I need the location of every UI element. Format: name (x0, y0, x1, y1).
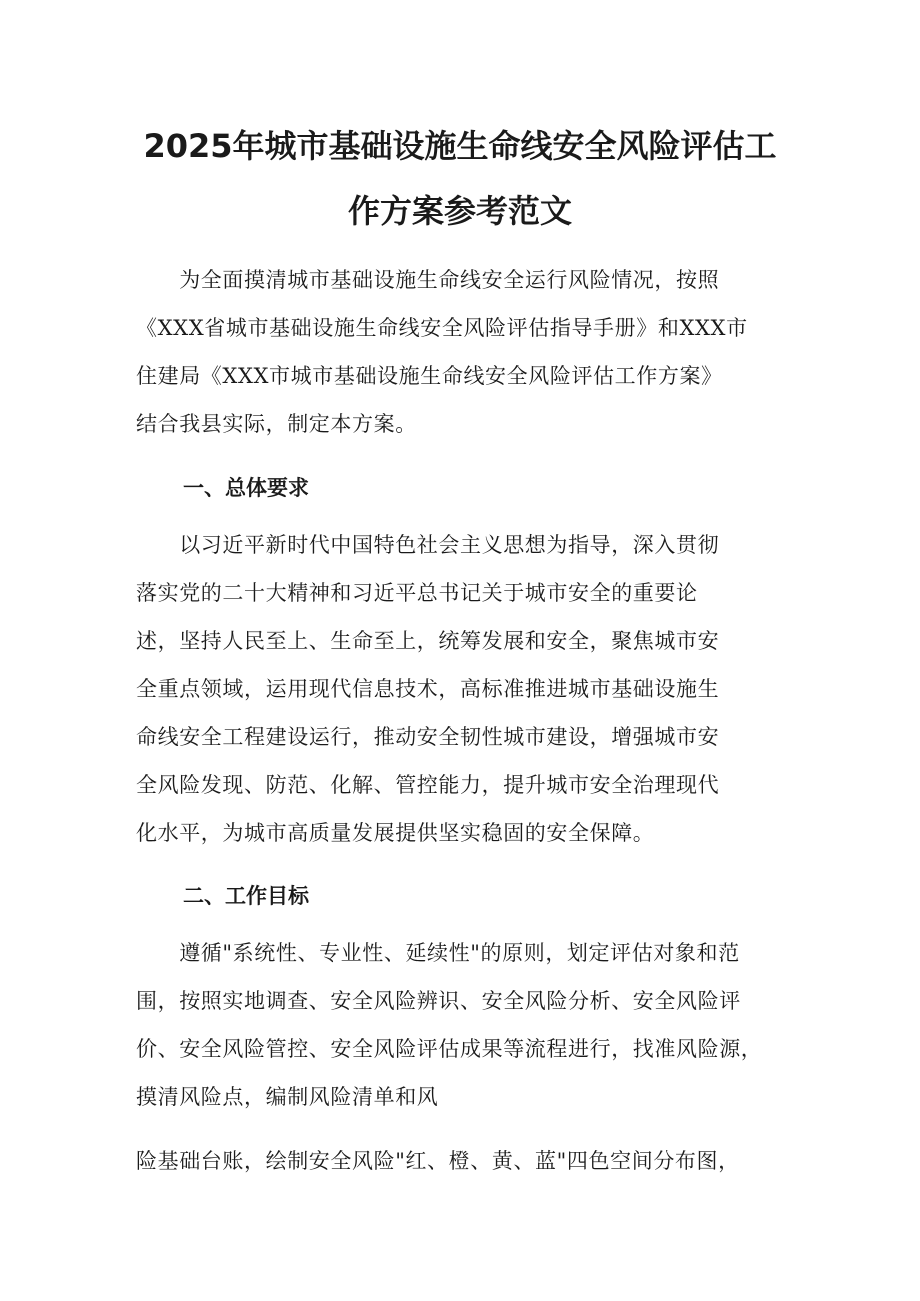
paragraph-line: 围，按照实地调查、安全风险辨识、安全风险分析、安全风险评 (136, 989, 741, 1013)
paragraph-line: 住建局《XXX市城市基础设施生命线安全风险评估工作方案》 (136, 364, 723, 388)
paragraph-line: 为全面摸清城市基础设施生命线安全运行风险情况，按照 (136, 268, 720, 292)
paragraph-line: 化水平，为城市高质量发展提供坚实稳固的安全保障。 (136, 821, 655, 845)
section2-paragraph (136, 929, 776, 1121)
paragraph-line: 以习近平新时代中国特色社会主义思想为指导，深入贯彻 (136, 533, 720, 557)
section1-paragraph (136, 521, 776, 857)
paragraph-line: 摸清风险点，编制风险清单和风 (136, 1085, 439, 1109)
paragraph-line: 落实党的二十大精神和习近平总书记关于城市安全的重要论 (136, 581, 698, 605)
paragraph-line: 遵循"系统性、专业性、延续性"的原则，划定评估对象和范 (136, 941, 740, 965)
section-heading-work-goals: 二、工作目标 (183, 884, 309, 908)
paragraph-line: 全重点领域，运用现代信息技术，高标准推进城市基础设施生 (136, 677, 720, 701)
paragraph-line: 命线安全工程建设运行，推动安全韧性城市建设，增强城市安 (136, 725, 720, 749)
paragraph-line: 险基础台账，绘制安全风险"红、橙、黄、蓝"四色空间分布图， (136, 1149, 740, 1173)
section-heading-overall-requirements: 一、总体要求 (183, 476, 309, 500)
paragraph-line: 价、安全风险管控、安全风险评估成果等流程进行，找准风险源， (136, 1037, 763, 1061)
intro-paragraph (136, 256, 776, 448)
document-title-line-1: 2025年城市基础设施生命线安全风险评估工 (143, 127, 777, 165)
paragraph-line: 述，坚持人民至上、生命至上，统筹发展和安全，聚焦城市安 (136, 629, 720, 653)
paragraph-line: 全风险发现、防范、化解、管控能力，提升城市安全治理现代 (136, 773, 720, 797)
section2-continuation (136, 1137, 776, 1185)
paragraph-line: 结合我县实际，制定本方案。 (136, 412, 417, 436)
paragraph-line: 《XXX省城市基础设施生命线安全风险评估指导手册》和XXX市 (136, 316, 748, 340)
document-title-line-2: 作方案参考范文 (347, 192, 572, 230)
